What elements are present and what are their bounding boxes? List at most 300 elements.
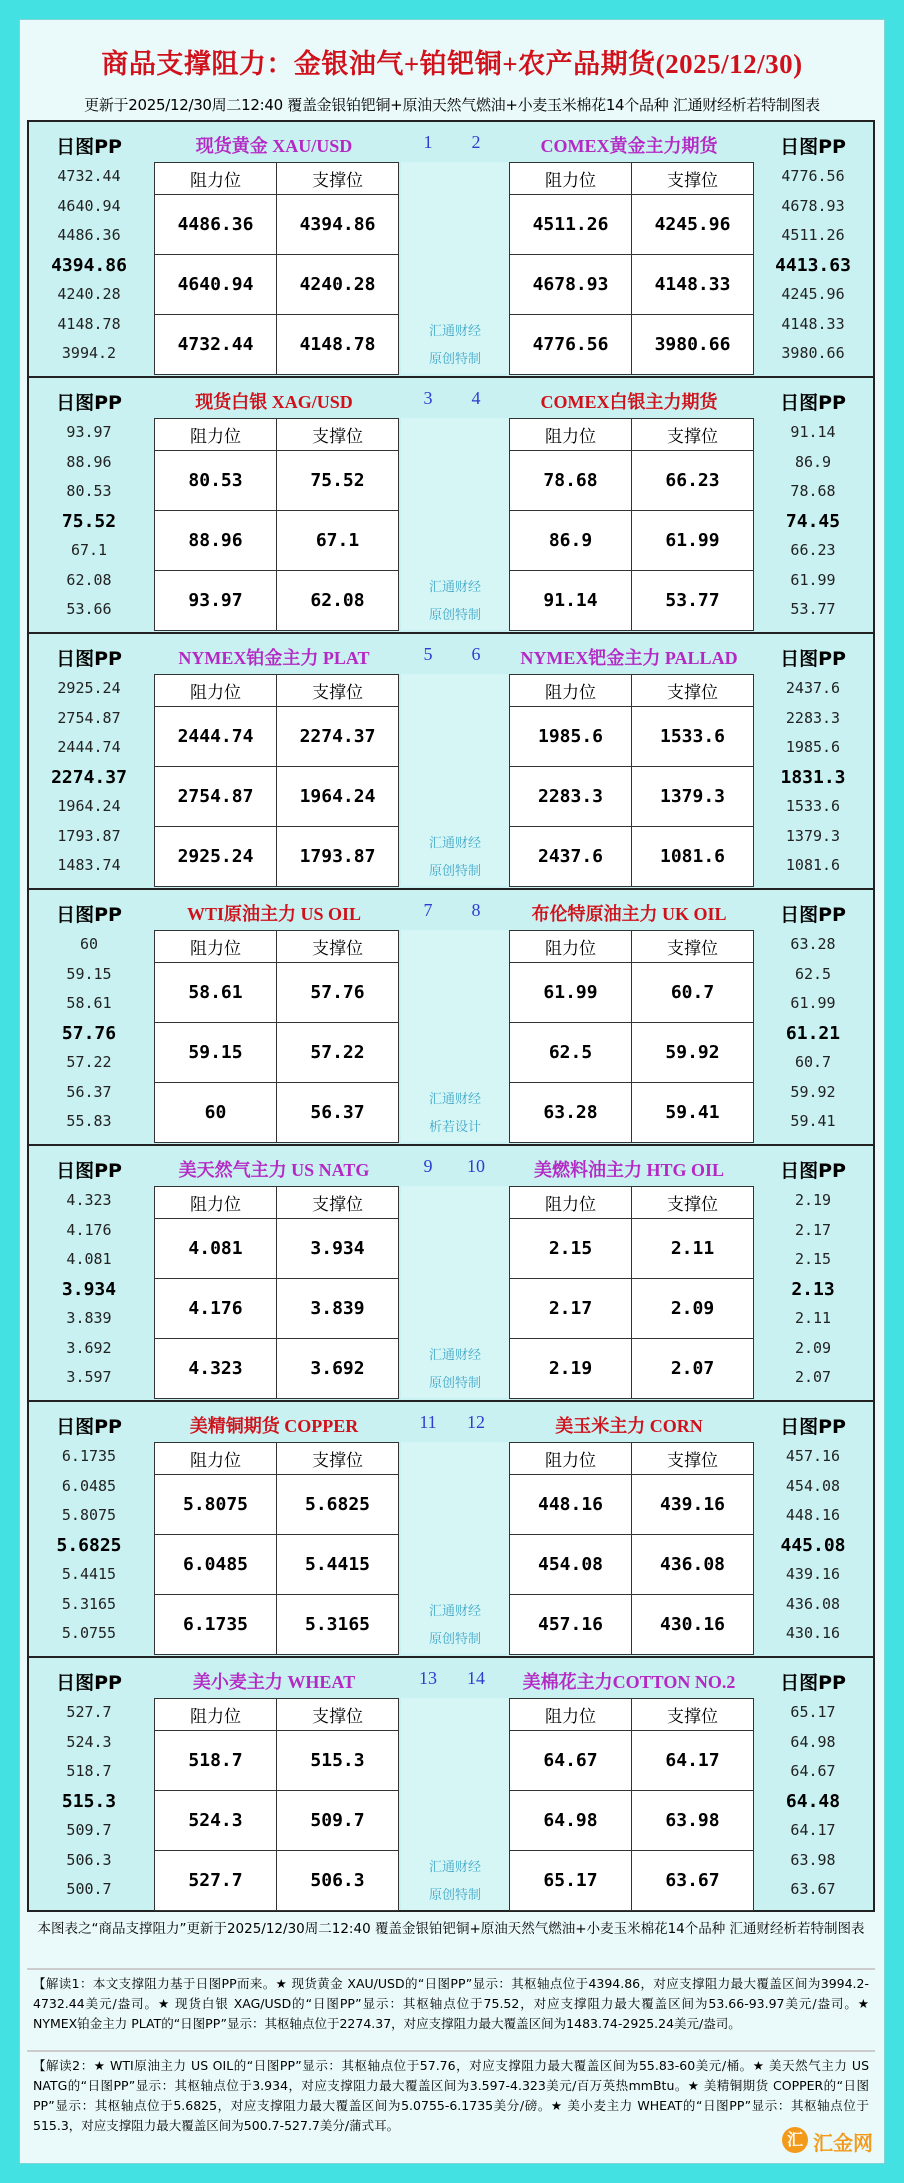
pp-level-value: 4245.96 <box>781 285 845 303</box>
resistance-value: 5.8075 <box>155 1475 277 1535</box>
levels-table <box>154 162 399 375</box>
instrument-name: 美燃料油主力 HTG OIL <box>533 1160 725 1180</box>
levels-row <box>510 1595 754 1655</box>
resistance-value: 91.14 <box>510 571 632 631</box>
pp-level-value: 1483.74 <box>57 856 121 874</box>
levels-row <box>510 1083 754 1143</box>
support-value: 59.92 <box>632 1023 754 1083</box>
pp-level-value: 509.7 <box>66 1821 112 1839</box>
pp-column <box>753 418 873 625</box>
resistance-header: 阻力位 <box>510 1187 632 1219</box>
center-divider <box>401 1698 509 1910</box>
pp-level-value: 66.23 <box>790 541 836 559</box>
instrument-number: 10 <box>467 1156 485 1176</box>
resistance-value: 2283.3 <box>510 767 632 827</box>
pp-header: 日图PP <box>780 136 846 158</box>
pp-column <box>29 418 149 625</box>
support-value: 63.98 <box>632 1791 754 1851</box>
pp-level-value: 59.41 <box>790 1112 836 1130</box>
support-value: 66.23 <box>632 451 754 511</box>
watermark-line-1: 汇通财经 <box>428 1860 481 1875</box>
pp-level-value: 64.98 <box>790 1732 836 1751</box>
levels-row <box>155 451 399 511</box>
instrument-block <box>29 634 873 890</box>
resistance-value: 4486.36 <box>155 195 277 255</box>
pp-level-value: 524.3 <box>66 1732 112 1751</box>
instrument-name: 布伦特原油主力 UK OIL <box>531 904 727 924</box>
instrument-number: 7 <box>423 900 433 920</box>
resistance-value: 4732.44 <box>155 315 277 375</box>
levels-row <box>510 1731 754 1791</box>
pivot-point-value: 64.48 <box>785 1790 841 1812</box>
resistance-value: 2.15 <box>510 1219 632 1279</box>
resistance-value: 4678.93 <box>510 255 632 315</box>
pp-level-value: 2437.6 <box>785 679 841 697</box>
levels-row <box>510 1475 754 1535</box>
instrument-number: 12 <box>467 1412 485 1432</box>
watermark-line-1: 汇通财经 <box>428 1092 481 1107</box>
levels-row <box>510 1535 754 1595</box>
resistance-value: 2.19 <box>510 1339 632 1399</box>
pivot-point-value: 445.08 <box>780 1534 846 1556</box>
resistance-value: 58.61 <box>155 963 277 1023</box>
support-value: 2274.37 <box>277 707 399 767</box>
pp-level-value: 2.09 <box>794 1338 832 1357</box>
levels-row <box>155 767 399 827</box>
pp-level-value: 64.67 <box>790 1762 836 1780</box>
pp-header: 日图PP <box>56 392 122 414</box>
support-value: 515.3 <box>277 1731 399 1791</box>
resistance-value: 4.176 <box>155 1279 277 1339</box>
instrument-number: 9 <box>423 1156 433 1176</box>
resistance-value: 2437.6 <box>510 827 632 887</box>
watermark-line-2: 原创特制 <box>428 1888 481 1903</box>
support-header: 支撑位 <box>277 1699 399 1731</box>
pp-header: 日图PP <box>780 1160 846 1182</box>
pp-level-value: 86.9 <box>794 452 832 471</box>
levels-header-row <box>510 1443 754 1475</box>
support-value: 60.7 <box>632 963 754 1023</box>
pp-column <box>753 162 873 369</box>
watermark-line-2: 原创特制 <box>428 864 481 879</box>
pp-level-value: 4.081 <box>66 1250 112 1268</box>
levels-row <box>155 1279 399 1339</box>
instrument-number: 8 <box>471 900 481 920</box>
instrument-name: 现货白银 XAG/USD <box>195 392 353 412</box>
pp-level-value: 500.7 <box>66 1880 112 1898</box>
support-header: 支撑位 <box>632 419 754 451</box>
pivot-point-value: 74.45 <box>785 510 841 532</box>
pp-level-value: 6.0485 <box>61 1476 117 1495</box>
pp-level-value: 60.7 <box>794 1053 832 1071</box>
levels-header-row <box>510 1699 754 1731</box>
pp-level-value: 457.16 <box>785 1447 841 1465</box>
pp-level-value: 61.99 <box>790 570 836 589</box>
levels-row <box>155 1791 399 1851</box>
levels-row <box>510 827 754 887</box>
resistance-value: 86.9 <box>510 511 632 571</box>
instrument-block <box>29 378 873 634</box>
pivot-point-value: 5.6825 <box>56 1534 122 1556</box>
pp-level-value: 91.14 <box>790 423 836 441</box>
pp-level-value: 4776.56 <box>781 167 845 185</box>
pp-level-value: 2.11 <box>794 1309 832 1327</box>
levels-table <box>509 1442 754 1655</box>
pp-level-value: 454.08 <box>785 1476 841 1495</box>
watermark-line-2: 原创特制 <box>428 352 481 367</box>
support-header: 支撑位 <box>277 675 399 707</box>
instrument-name: 美精铜期货 COPPER <box>189 1416 359 1436</box>
pivot-point-value: 3.934 <box>61 1278 117 1300</box>
support-value: 53.77 <box>632 571 754 631</box>
center-divider <box>401 1186 509 1398</box>
resistance-header: 阻力位 <box>155 1699 277 1731</box>
pp-column <box>29 674 149 881</box>
pp-column <box>29 1442 149 1649</box>
pivot-point-value: 515.3 <box>61 1790 117 1812</box>
pp-column <box>29 1186 149 1393</box>
resistance-value: 64.98 <box>510 1791 632 1851</box>
levels-row <box>510 255 754 315</box>
support-value: 3.934 <box>277 1219 399 1279</box>
pp-level-value: 5.0755 <box>61 1624 117 1642</box>
resistance-header: 阻力位 <box>510 1699 632 1731</box>
support-value: 5.3165 <box>277 1595 399 1655</box>
pp-level-value: 2283.3 <box>785 708 841 727</box>
pp-level-value: 430.16 <box>785 1624 841 1642</box>
instrument-name: COMEX白银主力期货 <box>540 392 718 412</box>
levels-header-row <box>155 1443 399 1475</box>
support-value: 3.839 <box>277 1279 399 1339</box>
watermark-line-1: 汇通财经 <box>428 1348 481 1363</box>
pp-level-value: 1793.87 <box>57 826 121 845</box>
instrument-number: 6 <box>471 644 481 664</box>
support-header: 支撑位 <box>277 931 399 963</box>
levels-row <box>510 1851 754 1911</box>
watermark-line-1: 汇通财经 <box>428 1604 481 1619</box>
resistance-value: 60 <box>155 1083 277 1143</box>
levels-table <box>154 1186 399 1399</box>
instrument-name: NYMEX铂金主力 PLAT <box>178 648 370 668</box>
levels-row <box>155 1083 399 1143</box>
pivot-point-value: 4394.86 <box>51 254 127 276</box>
resistance-value: 4.081 <box>155 1219 277 1279</box>
resistance-value: 1985.6 <box>510 707 632 767</box>
levels-row <box>155 963 399 1023</box>
logo-mark: 汇 <box>782 2127 808 2153</box>
pp-level-value: 436.08 <box>785 1594 841 1613</box>
pp-level-value: 61.99 <box>790 994 836 1012</box>
pp-level-value: 57.22 <box>66 1053 112 1071</box>
instrument-block <box>29 890 873 1146</box>
pp-level-value: 3.839 <box>66 1309 112 1327</box>
pp-header: 日图PP <box>56 1416 122 1438</box>
levels-row <box>155 1023 399 1083</box>
watermark-line-1: 汇通财经 <box>428 836 481 851</box>
levels-header-row <box>510 931 754 963</box>
levels-header-row <box>510 675 754 707</box>
pp-level-value: 63.98 <box>790 1850 836 1869</box>
resistance-value: 63.28 <box>510 1083 632 1143</box>
levels-row <box>155 255 399 315</box>
levels-row <box>510 767 754 827</box>
support-value: 430.16 <box>632 1595 754 1655</box>
support-value: 75.52 <box>277 451 399 511</box>
support-value: 2.11 <box>632 1219 754 1279</box>
levels-row <box>155 1475 399 1535</box>
resistance-value: 61.99 <box>510 963 632 1023</box>
support-header: 支撑位 <box>632 675 754 707</box>
levels-row <box>155 707 399 767</box>
resistance-value: 6.0485 <box>155 1535 277 1595</box>
interpretation-note-2: 【解读2：★ WTI原油主力 US OIL的“日图PP”显示：其枢轴点位于57.76，对应支撑阻力最大覆盖区间为55.83-60美元/桶。★ 美天然气主力 US NATG的“日图PP”显示：其枢轴点位于3.934，对应支撑阻力最大覆盖区间为3.597-4.323美元/百万英热mmBtu。★ 美精铜期货 COPPER的“日图PP”显示：其枢轴点位于5.6825，对应支撑阻力最大覆盖区间为5.0755-6.1735美分/磅。★ 美小麦主力 WHEAT的“日图PP”显示：其枢轴点位于515.3，对应支撑阻力最大覆盖区间为500.7-527.7美分/蒲式耳。 <box>27 2050 875 2150</box>
resistance-value: 59.15 <box>155 1023 277 1083</box>
support-header: 支撑位 <box>277 1443 399 1475</box>
resistance-value: 93.97 <box>155 571 277 631</box>
levels-row <box>155 511 399 571</box>
support-value: 5.6825 <box>277 1475 399 1535</box>
pp-level-value: 59.92 <box>790 1082 836 1101</box>
levels-row <box>510 511 754 571</box>
pp-column <box>753 674 873 881</box>
pp-level-value: 1379.3 <box>785 826 841 845</box>
instrument-name: WTI原油主力 US OIL <box>186 904 362 924</box>
resistance-value: 65.17 <box>510 1851 632 1911</box>
pp-header: 日图PP <box>56 648 122 670</box>
pp-level-value: 3994.2 <box>61 344 117 362</box>
support-value: 57.76 <box>277 963 399 1023</box>
pp-level-value: 4732.44 <box>57 167 121 185</box>
logo-text: 汇金网 <box>813 2131 873 2155</box>
levels-header-row <box>155 163 399 195</box>
levels-header-row <box>155 1187 399 1219</box>
support-value: 67.1 <box>277 511 399 571</box>
watermark-line-2: 析若设计 <box>428 1120 481 1135</box>
pp-header: 日图PP <box>780 904 846 926</box>
levels-row <box>510 707 754 767</box>
support-value: 1533.6 <box>632 707 754 767</box>
watermark-line-2: 原创特制 <box>428 1376 481 1391</box>
support-value: 4240.28 <box>277 255 399 315</box>
support-value: 4394.86 <box>277 195 399 255</box>
pivot-point-value: 61.21 <box>785 1022 841 1044</box>
pp-column <box>753 1186 873 1393</box>
pp-level-value: 3980.66 <box>781 344 845 362</box>
pp-level-value: 3.692 <box>66 1338 112 1357</box>
pp-column <box>29 930 149 1137</box>
pp-level-value: 2925.24 <box>57 679 121 697</box>
levels-row <box>510 963 754 1023</box>
pp-level-value: 6.1735 <box>61 1447 117 1465</box>
levels-row <box>155 315 399 375</box>
pp-level-value: 4.176 <box>66 1220 112 1239</box>
pp-level-value: 1081.6 <box>785 856 841 874</box>
resistance-header: 阻力位 <box>155 675 277 707</box>
resistance-value: 527.7 <box>155 1851 277 1911</box>
resistance-header: 阻力位 <box>510 675 632 707</box>
pp-header: 日图PP <box>780 1416 846 1438</box>
resistance-header: 阻力位 <box>155 419 277 451</box>
instrument-name: 美玉米主力 CORN <box>555 1416 703 1436</box>
levels-table <box>509 674 754 887</box>
levels-row <box>155 1219 399 1279</box>
pp-level-value: 63.67 <box>790 1880 836 1898</box>
pp-level-value: 448.16 <box>785 1506 841 1524</box>
levels-row <box>155 1731 399 1791</box>
resistance-value: 78.68 <box>510 451 632 511</box>
support-value: 1793.87 <box>277 827 399 887</box>
site-logo <box>780 2126 880 2154</box>
resistance-value: 4776.56 <box>510 315 632 375</box>
watermark-line-1: 汇通财经 <box>428 324 481 339</box>
support-value: 1379.3 <box>632 767 754 827</box>
levels-table <box>509 930 754 1143</box>
pp-level-value: 67.1 <box>70 541 108 559</box>
support-value: 57.22 <box>277 1023 399 1083</box>
pp-level-value: 63.28 <box>790 935 836 953</box>
support-value: 506.3 <box>277 1851 399 1911</box>
levels-row <box>510 451 754 511</box>
resistance-header: 阻力位 <box>155 1443 277 1475</box>
pp-level-value: 53.77 <box>790 600 836 618</box>
levels-row <box>155 195 399 255</box>
support-value: 4148.33 <box>632 255 754 315</box>
instrument-block <box>29 1402 873 1658</box>
pivot-point-value: 1831.3 <box>780 766 846 788</box>
support-value: 63.67 <box>632 1851 754 1911</box>
resistance-header: 阻力位 <box>510 1443 632 1475</box>
pp-header: 日图PP <box>56 136 122 158</box>
pp-level-value: 1533.6 <box>785 797 841 815</box>
instrument-name: 现货黄金 XAU/USD <box>195 136 353 156</box>
resistance-value: 2444.74 <box>155 707 277 767</box>
levels-row <box>510 1279 754 1339</box>
support-header: 支撑位 <box>277 419 399 451</box>
resistance-value: 524.3 <box>155 1791 277 1851</box>
support-value: 4148.78 <box>277 315 399 375</box>
support-value: 3.692 <box>277 1339 399 1399</box>
resistance-value: 2925.24 <box>155 827 277 887</box>
resistance-value: 454.08 <box>510 1535 632 1595</box>
instrument-block <box>29 1146 873 1402</box>
levels-header-row <box>155 931 399 963</box>
resistance-value: 4.323 <box>155 1339 277 1399</box>
instrument-name: COMEX黄金主力期货 <box>540 136 718 156</box>
page-subtitle: 更新于2025/12/30周二12:40 覆盖金银铂钯铜+原油天然气燃油+小麦玉米棉花14个品种 汇通财经析若特制图表 <box>84 96 820 114</box>
instrument-number: 11 <box>419 1412 437 1432</box>
support-value: 4245.96 <box>632 195 754 255</box>
levels-row <box>155 1851 399 1911</box>
pp-level-value: 62.08 <box>66 570 112 589</box>
levels-table <box>154 418 399 631</box>
levels-table <box>509 1698 754 1911</box>
pp-level-value: 93.97 <box>66 423 112 441</box>
levels-row <box>155 571 399 631</box>
support-header: 支撑位 <box>277 1187 399 1219</box>
center-divider <box>401 930 509 1142</box>
instrument-name: 美棉花主力COTTON NO.2 <box>522 1672 736 1692</box>
pp-level-value: 2.19 <box>794 1191 832 1209</box>
levels-row <box>510 195 754 255</box>
pp-header: 日图PP <box>780 392 846 414</box>
pp-level-value: 5.4415 <box>61 1565 117 1583</box>
pp-level-value: 2444.74 <box>57 738 121 756</box>
levels-table <box>154 1698 399 1911</box>
resistance-value: 62.5 <box>510 1023 632 1083</box>
levels-row <box>510 1219 754 1279</box>
levels-table <box>154 930 399 1143</box>
support-header: 支撑位 <box>632 1443 754 1475</box>
pp-level-value: 518.7 <box>66 1762 112 1780</box>
support-value: 436.08 <box>632 1535 754 1595</box>
levels-table <box>154 1442 399 1655</box>
resistance-value: 448.16 <box>510 1475 632 1535</box>
pp-level-value: 1964.24 <box>57 797 121 815</box>
pivot-point-value: 4413.63 <box>775 254 851 276</box>
support-header: 支撑位 <box>277 163 399 195</box>
resistance-value: 4511.26 <box>510 195 632 255</box>
levels-header-row <box>155 1699 399 1731</box>
instrument-number: 1 <box>423 132 433 152</box>
pp-level-value: 64.17 <box>790 1821 836 1839</box>
support-value: 62.08 <box>277 571 399 631</box>
page-title: 商品支撑阻力：金银油气+铂钯铜+农产品期货(2025/12/30) <box>101 49 803 79</box>
pp-level-value: 5.3165 <box>61 1594 117 1613</box>
pp-header: 日图PP <box>56 1160 122 1182</box>
center-divider <box>401 1442 509 1654</box>
resistance-header: 阻力位 <box>510 163 632 195</box>
pivot-point-value: 2.13 <box>791 1278 835 1300</box>
pp-level-value: 3.597 <box>66 1368 112 1386</box>
pivot-point-value: 2274.37 <box>51 766 127 788</box>
levels-row <box>510 315 754 375</box>
support-header: 支撑位 <box>632 1699 754 1731</box>
support-value: 59.41 <box>632 1083 754 1143</box>
support-header: 支撑位 <box>632 931 754 963</box>
support-value: 2.07 <box>632 1339 754 1399</box>
pp-level-value: 53.66 <box>66 600 112 618</box>
levels-header-row <box>510 1187 754 1219</box>
pp-level-value: 2.15 <box>794 1250 832 1268</box>
center-divider <box>401 674 509 886</box>
support-header: 支撑位 <box>632 1187 754 1219</box>
levels-row <box>510 571 754 631</box>
resistance-value: 4640.94 <box>155 255 277 315</box>
pp-level-value: 439.16 <box>785 1565 841 1583</box>
pp-level-value: 4148.33 <box>781 314 845 333</box>
watermark-line-2: 原创特制 <box>428 608 481 623</box>
resistance-value: 6.1735 <box>155 1595 277 1655</box>
pp-column <box>29 1698 149 1905</box>
instrument-name: 美天然气主力 US NATG <box>178 1160 370 1180</box>
pp-level-value: 4678.93 <box>781 196 845 215</box>
instrument-block <box>29 1658 873 1914</box>
support-value: 509.7 <box>277 1791 399 1851</box>
levels-grid <box>27 120 875 1912</box>
pp-column <box>753 930 873 1137</box>
watermark-line-2: 原创特制 <box>428 1632 481 1647</box>
resistance-header: 阻力位 <box>510 931 632 963</box>
pp-level-value: 60 <box>79 935 99 953</box>
levels-row <box>155 1339 399 1399</box>
resistance-value: 457.16 <box>510 1595 632 1655</box>
pp-level-value: 506.3 <box>66 1850 112 1869</box>
support-value: 61.99 <box>632 511 754 571</box>
resistance-header: 阻力位 <box>155 931 277 963</box>
support-value: 1964.24 <box>277 767 399 827</box>
support-value: 2.09 <box>632 1279 754 1339</box>
levels-row <box>155 827 399 887</box>
